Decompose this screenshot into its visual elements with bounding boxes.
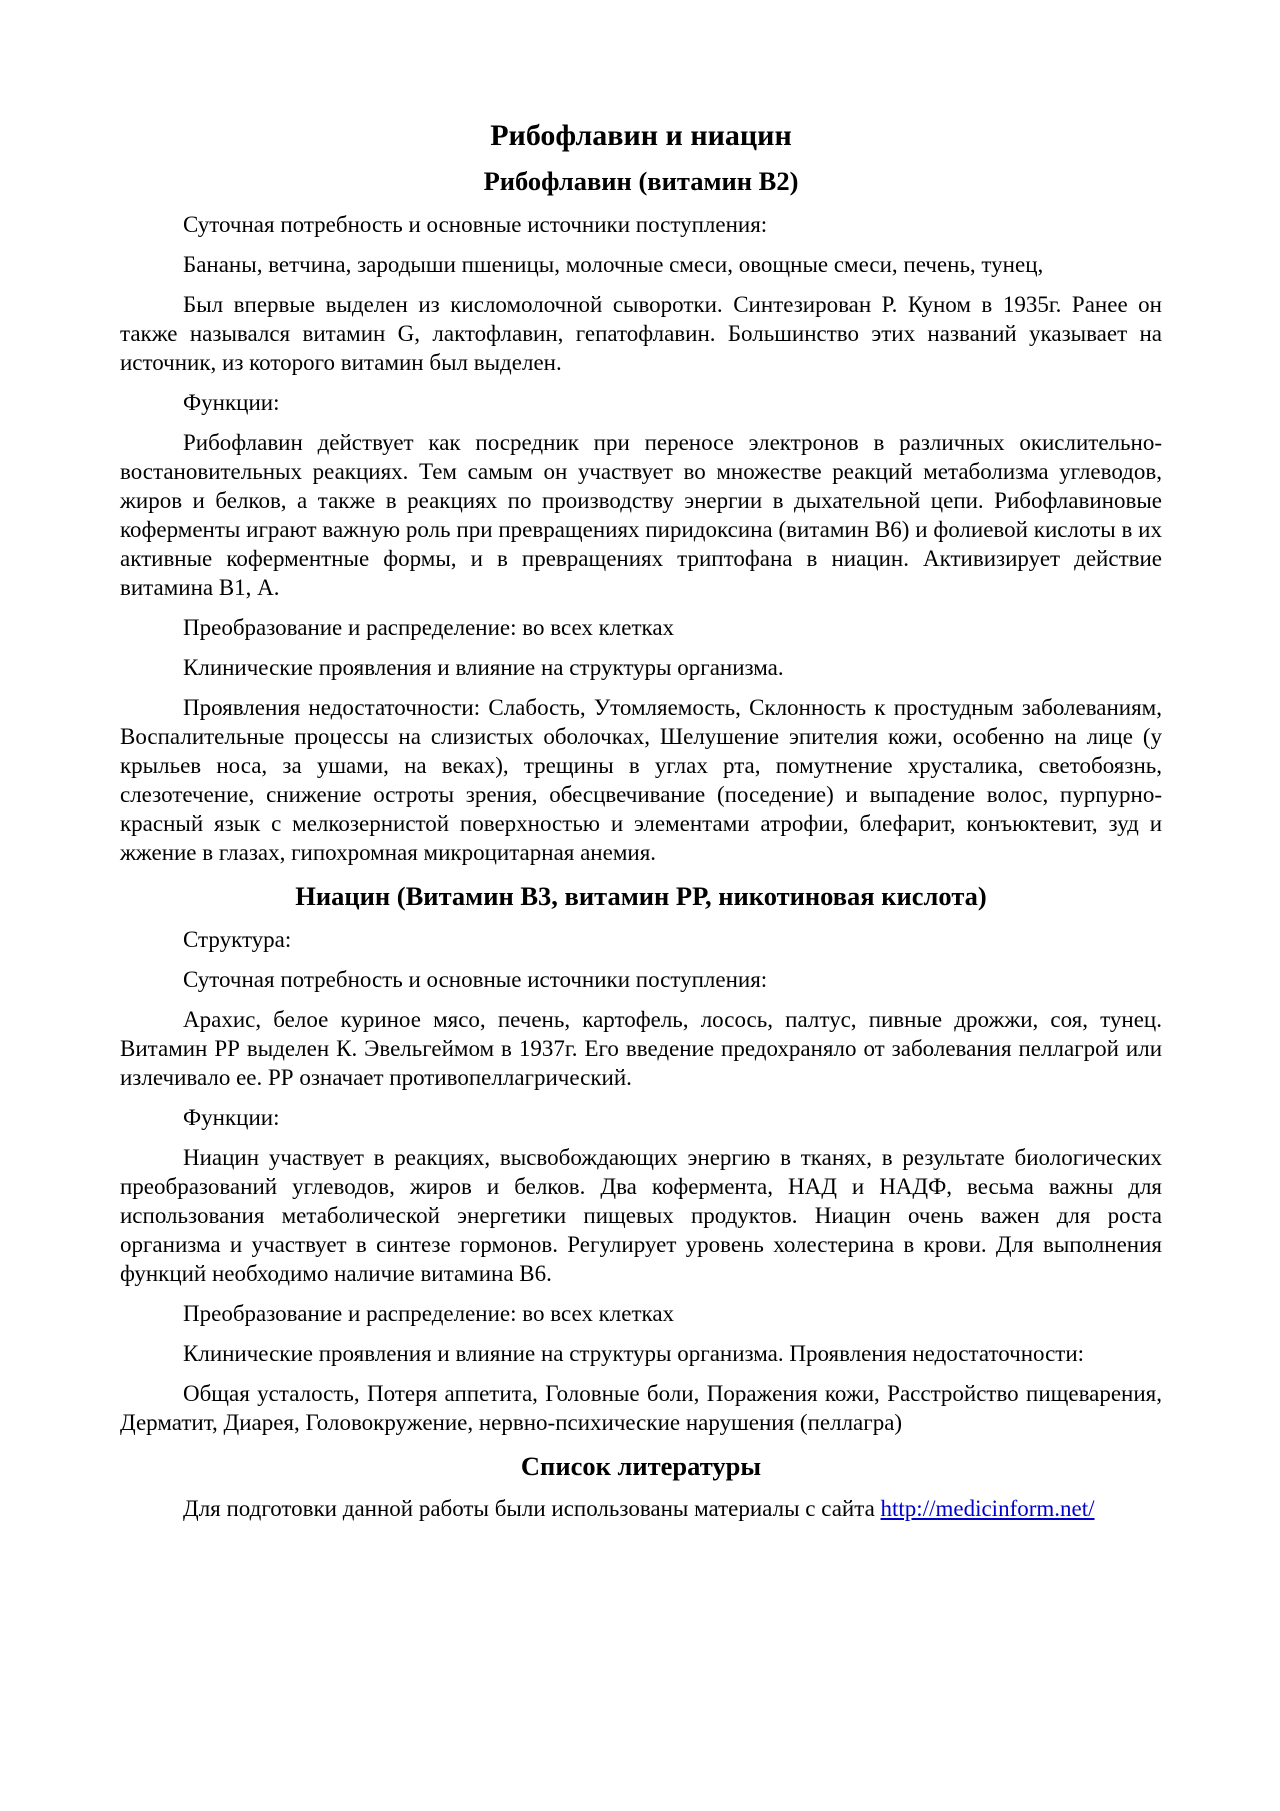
references-paragraph (120, 1494, 1162, 1523)
references-text: Для подготовки данной работы были использованы материалы с сайта (183, 1496, 881, 1522)
paragraph: Преобразование и распределение: во всех клетках (183, 614, 675, 640)
paragraph: Структура: (183, 926, 292, 952)
source-link[interactable]: http://medicinform.net/ (880, 1496, 1095, 1522)
paragraph: Функции: (183, 1104, 280, 1130)
paragraph: Был впервые выделен из кисломолочной сыворотки. Синтезирован Р. Куном в 1935г. Ранее он также назывался витамин G, лактофлавин, гепатофлавин. Большинство этих названий указывает на источник, из которого витамин был выделен. (120, 291, 1162, 375)
paragraph: Общая усталость, Потеря аппетита, Головные боли, Поражения кожи, Расстройство пищеварения, Дерматит, Диарея, Головокружение, нервно-психические нарушения (пеллагра) (120, 1380, 1162, 1435)
paragraph: Рибофлавин действует как посредник при переносе электронов в различных окислительно-востановительных реакциях. Тем самым он участвует во множестве реакций метаболизма углеводов, жиров и белков, а также в реакциях по производству энергии в дыхательной цепи. Рибофлавиновые коферменты играют важную роль при превращениях пиридоксина (витамин В6) и фолиевой кислоты в их активные коферментные формы, и в превращениях триптофана в ниацин. Активизирует действие витамина В1, А. (120, 429, 1162, 600)
paragraph: Суточная потребность и основные источники поступления: (183, 966, 768, 992)
paragraph: Проявления недостаточности: Слабость, Утомляемость, Склонность к простудным заболеваниям, Воспалительные процессы на слизистых оболочках, Шелушение эпителия кожи, особенно на лице (у крыльев носа, за ушами, на веках), трещины в углах рта, помутнение хрусталика, светобоязнь, слезотечение, снижение остроты зрения, обесцвечивание (поседение) и выпадение волос, пурпурно-красный язык с мелкозернистой поверхностью и элементами атрофии, блефарит, конъюктевит, зуд и жжение в глазах, гипохромная микроцитарная анемия. (120, 694, 1162, 865)
paragraph: Преобразование и распределение: во всех клетках (183, 1300, 675, 1326)
paragraph: Бананы, ветчина, зародыши пшеницы, молочные смеси, овощные смеси, печень, тунец, (183, 251, 1044, 277)
paragraph: Клинические проявления и влияние на структуры организма. Проявления недостаточности: (183, 1340, 1085, 1366)
paragraph: Клинические проявления и влияние на структуры организма. (183, 654, 784, 680)
section-heading-riboflavin: Рибофлавин (витамин В2) (483, 166, 799, 196)
section-heading-niacin: Ниацин (Витамин В3, витамин РР, никотиновая кислота) (295, 880, 987, 911)
paragraph: Суточная потребность и основные источники поступления: (183, 211, 768, 237)
section-heading-references: Список литературы (520, 1450, 762, 1481)
paragraph: Арахис, белое куриное мясо, печень, картофель, лосось, палтус, пивные дрожжи, соя, тунец. Витамин РР выделен К. Эвельгеймом в 1937г. Его введение предохраняло от заболевания пеллагрой или излечивало ее. РР означает противопеллагрический. (120, 1006, 1162, 1090)
document-title: Рибофлавин и ниацин (490, 119, 792, 152)
paragraph: Функции: (183, 389, 280, 415)
paragraph: Ниацин участвует в реакциях, высвобождающих энергию в тканях, в результате биологических преобразований углеводов, жиров и белков. Два кофермента, НАД и НАДФ, весьма важны для использования метаболической энергетики пищевых продуктов. Ниацин очень важен для роста организма и участвует в синтезе гормонов. Регулирует уровень холестерина в крови. Для выполнения функций необходимо наличие витамина В6. (120, 1144, 1162, 1286)
